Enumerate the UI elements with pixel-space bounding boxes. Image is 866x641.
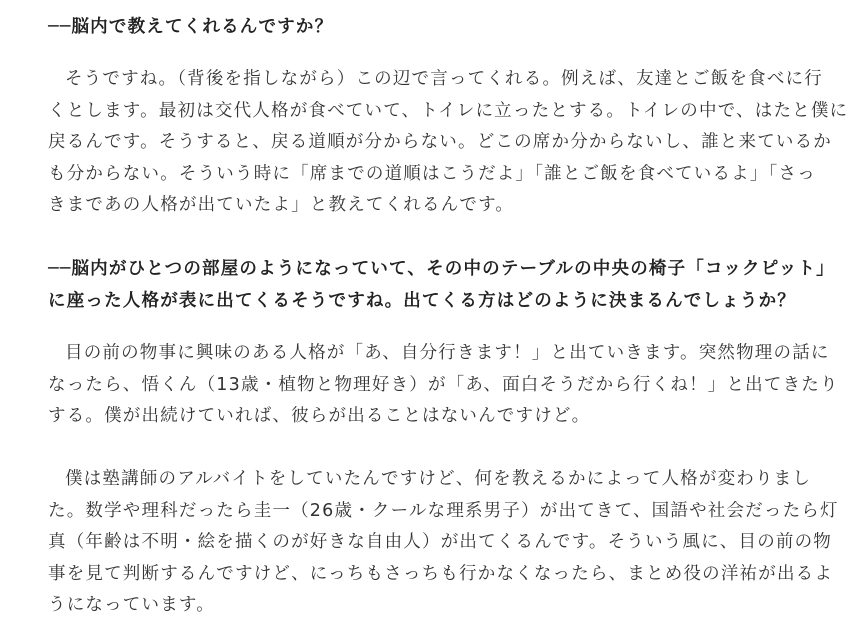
text-line: 僕は塾講師のアルバイトをしていたんですけど、何を教えるかによって人格が変わりまし	[65, 469, 812, 489]
interview-question	[48, 12, 333, 44]
interview-question	[48, 254, 835, 317]
text-line: する。僕が出続けていれば、彼らが出ることはないんですけど。	[48, 406, 591, 427]
interview-answer	[48, 464, 839, 622]
text-line: くとします。最初は交代人格が食べていて、トイレに立ったとする。トイレの中で、はたと僕に	[48, 100, 849, 121]
text-line: うになっています。	[48, 595, 215, 616]
text-line: に座った人格が表に出てくるそうですね。出てくる方はどのように決まるんでしょうか？	[48, 290, 796, 311]
text-line: 真（年齢は不明・絵を描くのが好きな自由人）が出てくるんです。そういう風に、目の前の物	[48, 532, 832, 553]
text-line: 目の前の物事に興味のある人格が「あ、自分行きます！」と出ていきます。突然物理の話に	[65, 343, 830, 363]
text-line: そうですね。（背後を指しながら）この辺で言ってくれる。例えば、友達とご飯を食べに行	[65, 69, 823, 89]
interview-answer	[48, 338, 839, 433]
text-line: ──脳内がひとつの部屋のようになっていて、その中のテーブルの中央の椅子「コックピット」	[48, 259, 835, 279]
interview-answer	[48, 64, 848, 222]
text-line: ──脳内で教えてくれるんですか？	[48, 17, 334, 37]
text-line: も分からない。そういう時に「席までの道順はこうだよ」「誰とご飯を食べているよ」「さっ	[48, 163, 816, 184]
text-line: 戻るんです。そうすると、戻る道順が分からない。どこの席か分からないし、誰と来ているか	[48, 132, 832, 153]
text-line: た。数学や理科だったら圭一（26歳・クールな理系男子）が出てきて、国語や社会だったら灯	[48, 500, 839, 521]
text-line: きまであの人格が出ていたよ」と教えてくれるんです。	[48, 195, 515, 216]
text-line: 事を見て判断するんですけど、にっちもさっちも行かなくなったら、まとめ役の洋祐が出るよ	[48, 563, 834, 584]
text-line: なったら、悟くん（13歳・植物と物理好き）が「あ、面白そうだから行くね！」と出てきたり	[48, 374, 839, 395]
